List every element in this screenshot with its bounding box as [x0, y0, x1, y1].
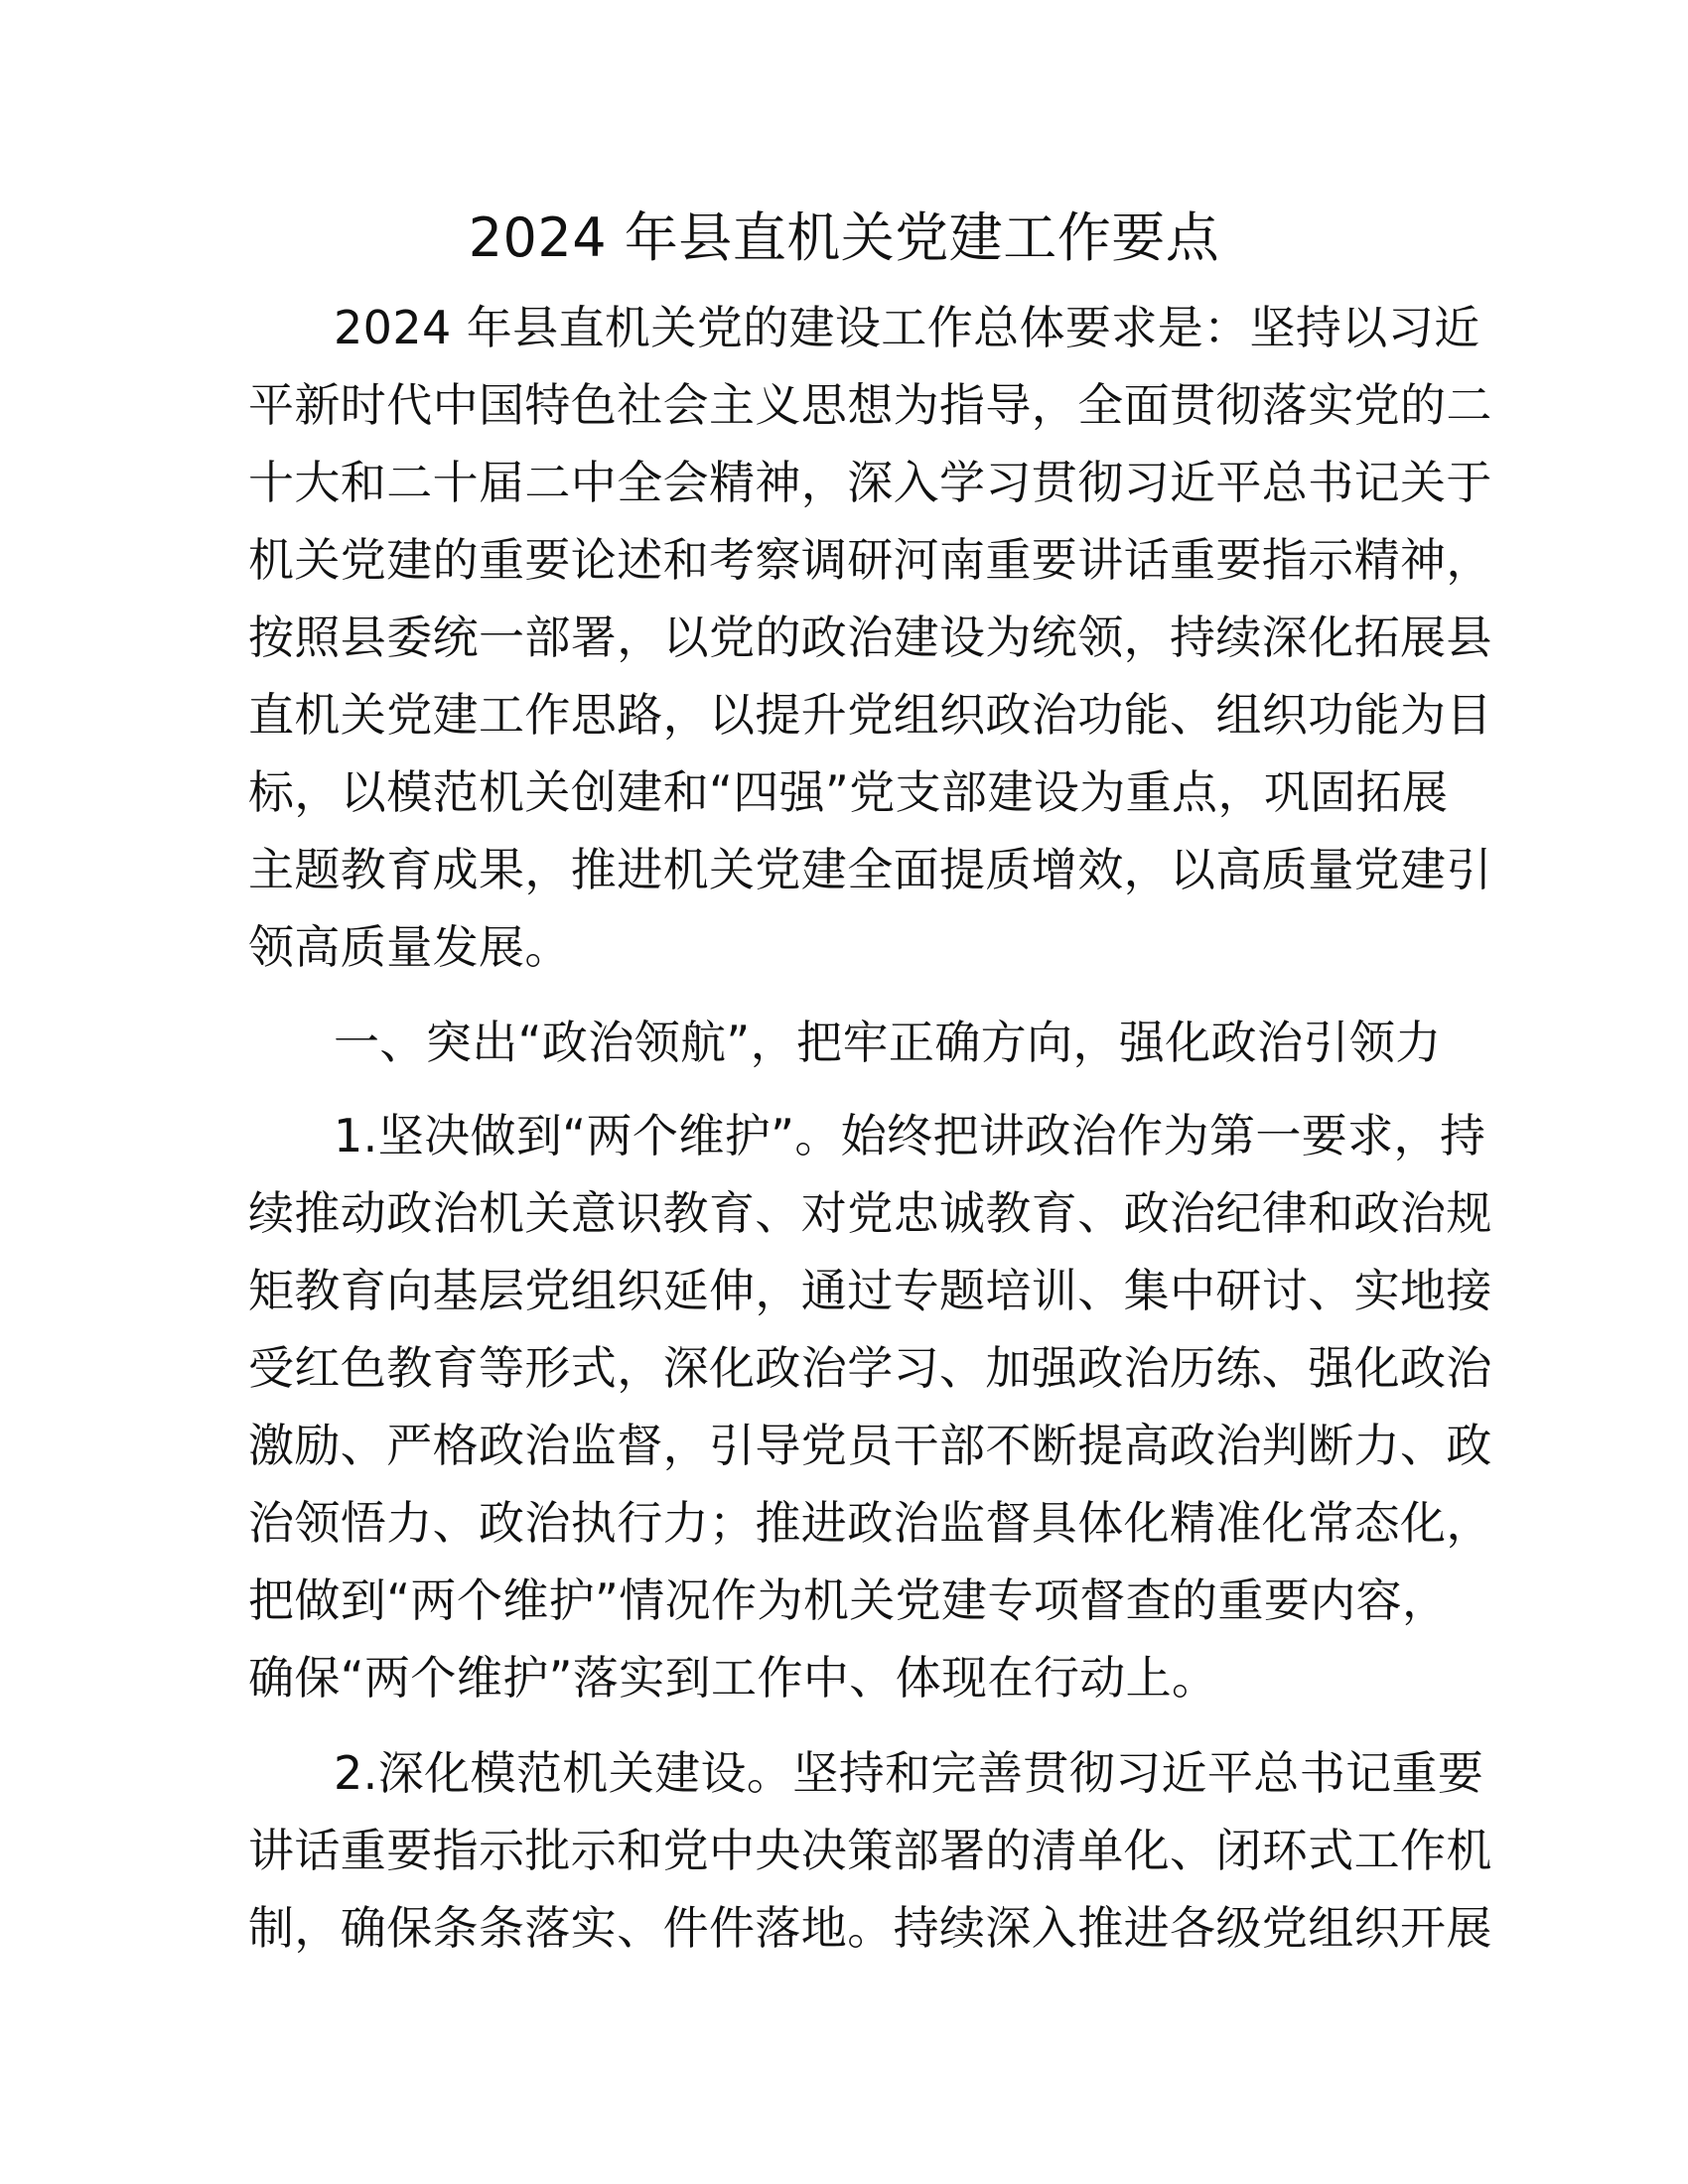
item-2-paragraph-line: 制，确保条条落实、件件落地。持续深入推进各级党组织开展: [248, 1901, 1492, 1955]
intro-paragraph-line: 机关党建的重要论述和考察调研河南重要讲话重要指示精神，: [248, 533, 1492, 587]
section-heading: 一、突出“政治领航”，把牢正确方向，强化政治引领力: [334, 1016, 1442, 1069]
item-2-paragraph-line: 讲话重要指示批示和党中央决策部署的清单化、闭环式工作机: [248, 1824, 1492, 1877]
item-1-paragraph-line: 续推动政治机关意识教育、对党忠诚教育、政治纪律和政治规: [248, 1186, 1492, 1240]
document-title: 2024 年县直机关党建工作要点: [468, 206, 1220, 269]
intro-paragraph-line: 按照县委统一部署，以党的政治建设为统领，持续深化拓展县: [248, 611, 1492, 664]
intro-paragraph-line: 标，以模范机关创建和“四强”党支部建设为重点，巩固拓展: [248, 765, 1449, 819]
intro-paragraph-line: 2024 年县直机关党的建设工作总体要求是：坚持以习近: [334, 301, 1480, 354]
item-2-paragraph-line: 2.深化模范机关建设。坚持和完善贯彻习近平总书记重要: [334, 1746, 1484, 1800]
intro-paragraph-line: 平新时代中国特色社会主义思想为指导，全面贯彻落实党的二: [248, 378, 1492, 432]
intro-paragraph-line: 领高质量发展。: [248, 920, 571, 974]
intro-paragraph-line: 十大和二十届二中全会精神，深入学习贯彻习近平总书记关于: [248, 456, 1492, 509]
intro-paragraph-line: 直机关党建工作思路，以提升党组织政治功能、组织功能为目: [248, 688, 1492, 742]
item-1-paragraph-line: 治领悟力、政治执行力；推进政治监督具体化精准化常态化，: [248, 1496, 1492, 1550]
intro-paragraph-line: 主题教育成果，推进机关党建全面提质增效，以高质量党建引: [248, 843, 1492, 896]
item-1-paragraph-line: 激励、严格政治监督，引导党员干部不断提高政治判断力、政: [248, 1419, 1492, 1472]
item-1-paragraph-line: 1.坚决做到“两个维护”。始终把讲政治作为第一要求，持: [334, 1109, 1486, 1162]
item-1-paragraph-line: 确保“两个维护”落实到工作中、体现在行动上。: [248, 1651, 1218, 1705]
item-1-paragraph-line: 把做到“两个维护”情况作为机关党建专项督查的重要内容，: [248, 1573, 1449, 1627]
item-1-paragraph-line: 受红色教育等形式，深化政治学习、加强政治历练、强化政治: [248, 1341, 1492, 1395]
item-1-paragraph-line: 矩教育向基层党组织延伸，通过专题培训、集中研讨、实地接: [248, 1264, 1492, 1317]
